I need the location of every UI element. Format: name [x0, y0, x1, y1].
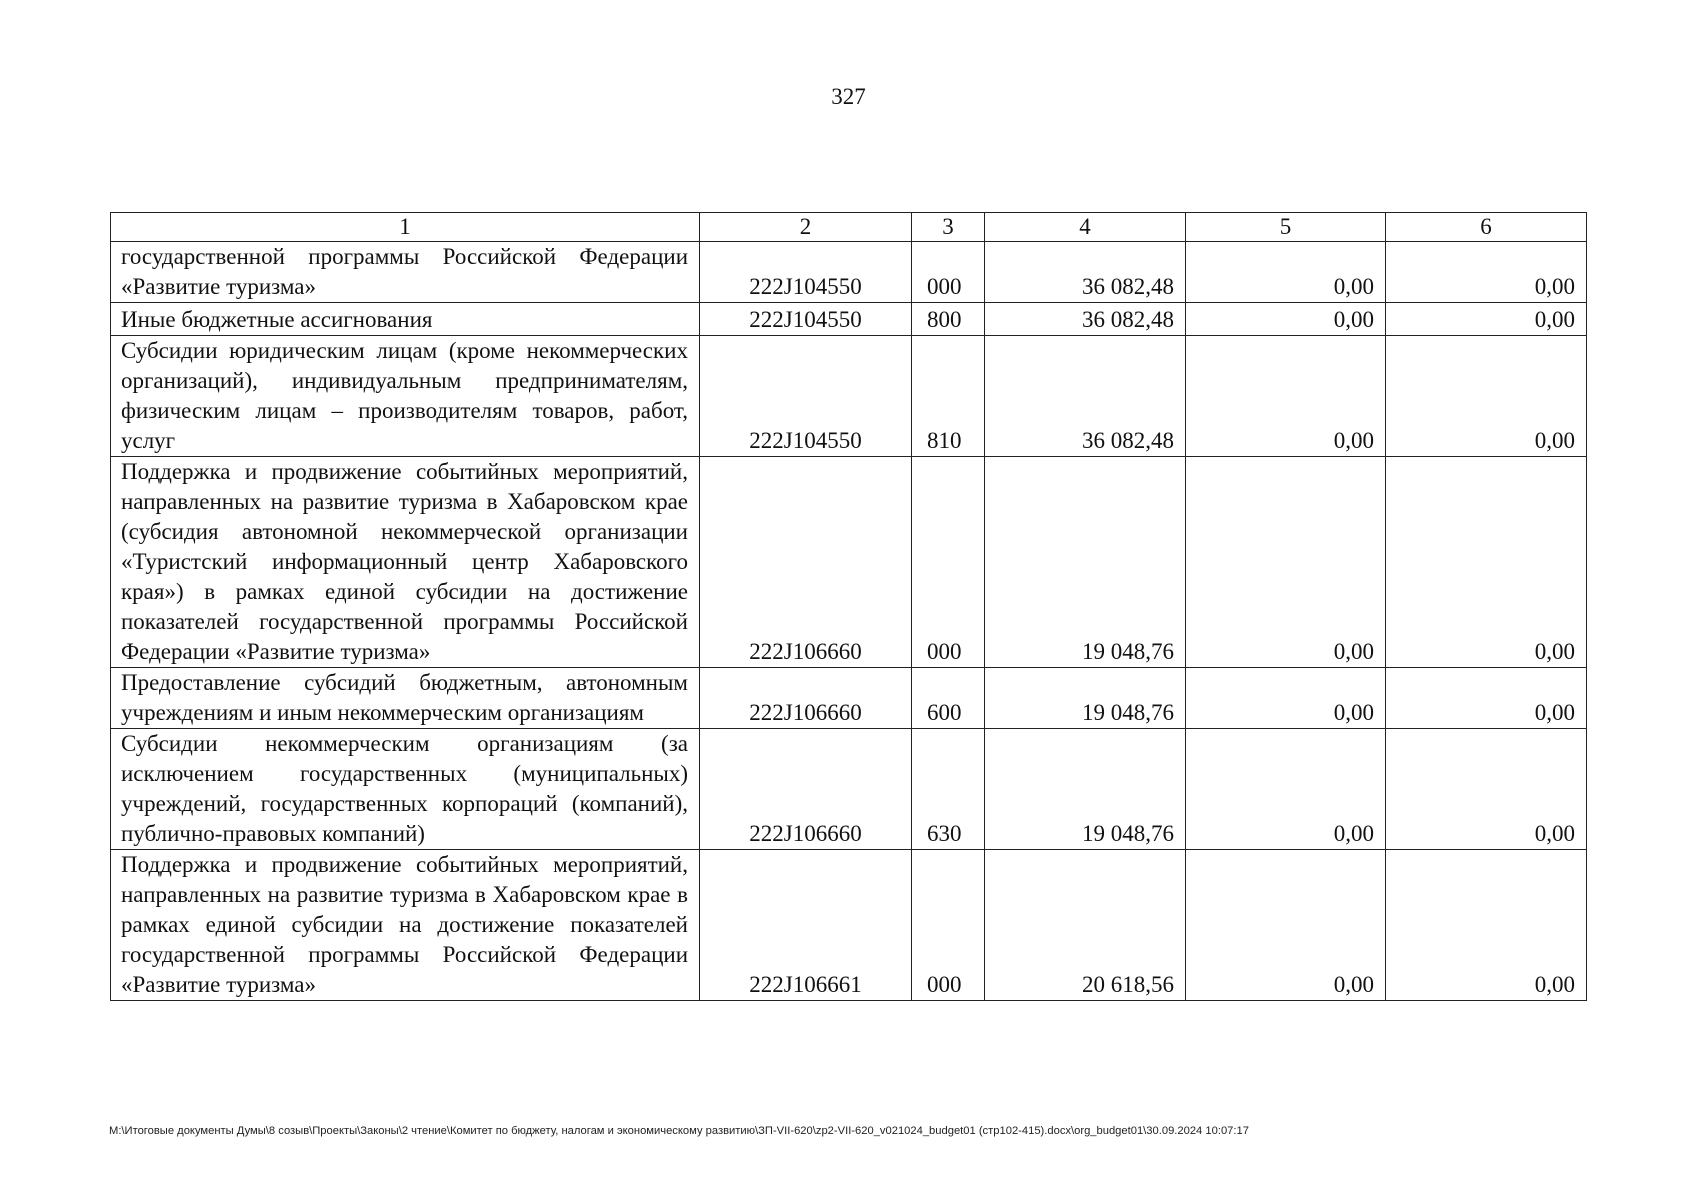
amount: 19 048,76	[985, 668, 1186, 729]
table-header-row	[111, 213, 1587, 242]
footer-file-path: M:\Итоговые документы Думы\8 созыв\Проекты\Законы\2 чтение\Комитет по бюджету, налогам и экономическому развитию\ЗП-VII-620\zp2-VII-620_v021024_budget01 (стр102-415).docx\org_budget01\30.09.2024 10:07:17	[109, 1125, 1249, 1137]
table-row	[111, 850, 1587, 1001]
column-header: 4	[985, 213, 1186, 242]
item-name: Поддержка и продвижение событийных мероприятий, направленных на развитие туризма в Хабаровском крае (субсидия автономной некоммерческой организации «Туристский информационный центр Хабаровского края») в рамках единой субсидии на достижение показателей государственной программы Российской Федерации «Развитие туризма»	[111, 457, 700, 668]
amount: 20 618,56	[985, 850, 1186, 1001]
column-header: 5	[1186, 213, 1386, 242]
target-code: 222J104550	[700, 303, 912, 336]
expense-type: 600	[912, 668, 985, 729]
amount: 0,00	[1186, 457, 1386, 668]
item-name: Субсидии некоммерческим организациям (за исключением государственных (муниципальных) учреждений, государственных корпораций (компаний), публично-правовых компаний)	[111, 729, 700, 850]
item-name: государственной программы Российской Федерации «Развитие туризма»	[111, 242, 700, 303]
amount: 0,00	[1186, 242, 1386, 303]
target-code: 222J104550	[700, 242, 912, 303]
expense-type: 630	[912, 729, 985, 850]
amount: 0,00	[1386, 457, 1587, 668]
target-code: 222J106660	[700, 668, 912, 729]
column-header: 3	[912, 213, 985, 242]
item-name: Поддержка и продвижение событийных мероприятий, направленных на развитие туризма в Хабаровском крае в рамках единой субсидии на достижение показателей государственной программы Российской Федерации «Развитие туризма»	[111, 850, 700, 1001]
amount: 0,00	[1386, 303, 1587, 336]
expense-type: 000	[912, 850, 985, 1001]
item-name: Иные бюджетные ассигнования	[111, 303, 700, 336]
amount: 19 048,76	[985, 729, 1186, 850]
item-name: Субсидии юридическим лицам (кроме некоммерческих организаций), индивидуальным предпринимателям, физическим лицам – производителям товаров, работ, услуг	[111, 336, 700, 457]
target-code: 222J106661	[700, 850, 912, 1001]
table-row	[111, 242, 1587, 303]
amount: 19 048,76	[985, 457, 1186, 668]
amount: 36 082,48	[985, 303, 1186, 336]
column-header: 1	[111, 213, 700, 242]
amount: 0,00	[1386, 729, 1587, 850]
page-number: 327	[831, 84, 866, 109]
amount: 0,00	[1386, 336, 1587, 457]
expense-type: 000	[912, 242, 985, 303]
expense-type: 000	[912, 457, 985, 668]
table-row	[111, 668, 1587, 729]
table-row	[111, 303, 1587, 336]
amount: 0,00	[1386, 850, 1587, 1001]
amount: 0,00	[1186, 729, 1386, 850]
amount: 0,00	[1186, 303, 1386, 336]
amount: 36 082,48	[985, 336, 1186, 457]
target-code: 222J106660	[700, 457, 912, 668]
amount: 0,00	[1386, 668, 1587, 729]
amount: 0,00	[1186, 850, 1386, 1001]
table-row	[111, 336, 1587, 457]
target-code: 222J104550	[700, 336, 912, 457]
target-code: 222J106660	[700, 729, 912, 850]
column-header: 6	[1386, 213, 1587, 242]
expense-type: 810	[912, 336, 985, 457]
amount: 36 082,48	[985, 242, 1186, 303]
budget-table	[110, 212, 1587, 1001]
table-row	[111, 729, 1587, 850]
expense-type: 800	[912, 303, 985, 336]
amount: 0,00	[1186, 336, 1386, 457]
column-header: 2	[700, 213, 912, 242]
amount: 0,00	[1386, 242, 1587, 303]
table-row	[111, 457, 1587, 668]
item-name: Предоставление субсидий бюджетным, автономным учреждениям и иным некоммерческим организациям	[111, 668, 700, 729]
amount: 0,00	[1186, 668, 1386, 729]
